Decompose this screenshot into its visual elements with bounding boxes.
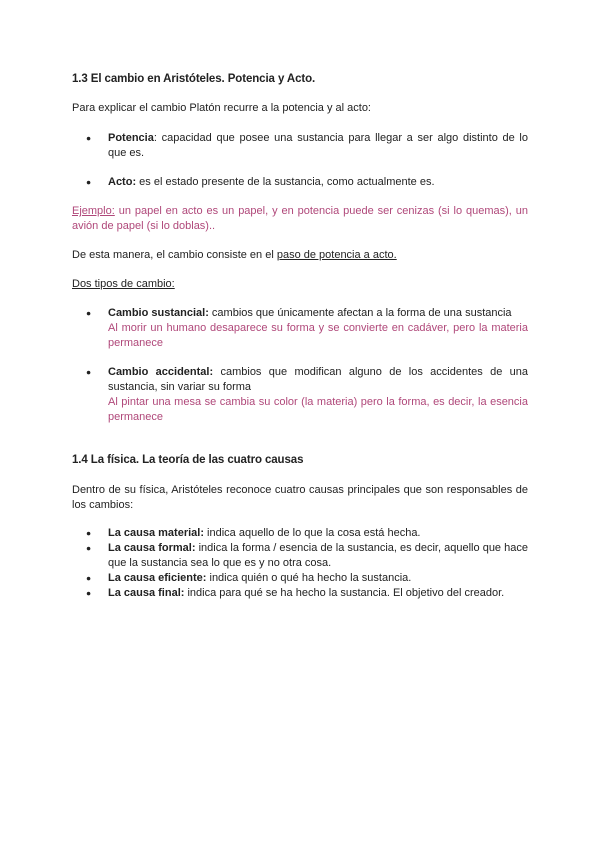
definition-acto: es el estado presente de la sustancia, como actualmente es. [136,176,435,188]
term-causa-material: La causa material: [108,527,204,539]
example-label: Ejemplo: [72,205,115,217]
list-item-causa-final [72,586,528,601]
causes-intro-paragraph: Dentro de su física, Aristóteles reconoce cuatro causas principales que son responsables de los cambios: [72,484,528,511]
term-causa-final: La causa final: [108,587,185,599]
list-item-causa-material [72,526,528,541]
intro-paragraph: Para explicar el cambio Platón recurre a la potencia y al acto: [72,102,371,114]
list-item-causa-eficiente [72,571,528,586]
conclusion-prefix: De esta manera, el cambio consiste en el [72,249,277,261]
term-causa-formal: La causa formal: [108,542,196,554]
change-types-list [72,306,528,425]
list-item-cambio-sustancial [72,306,528,351]
definition-potencia: : capacidad que posee una sustancia para llegar a ser algo distinto de lo que es. [108,132,528,159]
conclusion-underlined: paso de potencia a acto. [276,249,397,261]
definition-causa-eficiente: indica quién o qué ha hecho la sustancia. [206,572,412,584]
term-causa-eficiente: La causa eficiente: [108,572,207,584]
list-item-acto [72,175,528,190]
conclusion-paragraph [72,248,528,263]
four-causes-list [72,526,528,601]
example-paragraph [72,204,528,234]
definition-cambio-sustancial: cambios que únicamente afectan a la forma de una sustancia [208,307,512,319]
example-text: un papel en acto es un papel, y en potencia puede ser cenizas (si lo quemas), un avión de papel (si lo doblas).. [72,205,528,232]
list-item-cambio-accidental [72,365,528,425]
term-cambio-accidental: Cambio accidental: [108,366,214,378]
example-cambio-sustancial: Al morir un humano desaparece su forma y se convierte en cadáver, pero la materia permanece [108,322,528,349]
definition-causa-material: indica aquello de lo que la cosa está hecha. [204,527,421,539]
definition-cambio-accidental: cambios que modifican alguno de los accidentes de una sustancia, sin variar su forma [108,366,529,393]
section-heading-1-4: 1.4 La física. La teoría de las cuatro causas [72,454,304,466]
example-cambio-accidental: Al pintar una mesa se cambia su color (la materia) pero la forma, es decir, la esencia permanece [108,396,528,423]
list-item-potencia [72,131,528,161]
term-acto: Acto: [108,176,137,188]
definition-causa-final: indica para qué se ha hecho la sustancia. El objetivo del creador. [184,587,505,599]
definition-causa-formal: indica la forma / esencia de la sustancia, es decir, aquello que hace que la sustancia sea lo que es y no otra cosa. [108,542,528,569]
term-cambio-sustancial: Cambio sustancial: [108,307,209,319]
potencia-acto-list [72,131,528,190]
section-heading-1-3: 1.3 El cambio en Aristóteles. Potencia y Acto. [72,73,316,85]
list-item-causa-formal [72,541,528,571]
types-heading: Dos tipos de cambio: [72,278,175,290]
term-potencia: Potencia [108,132,154,144]
